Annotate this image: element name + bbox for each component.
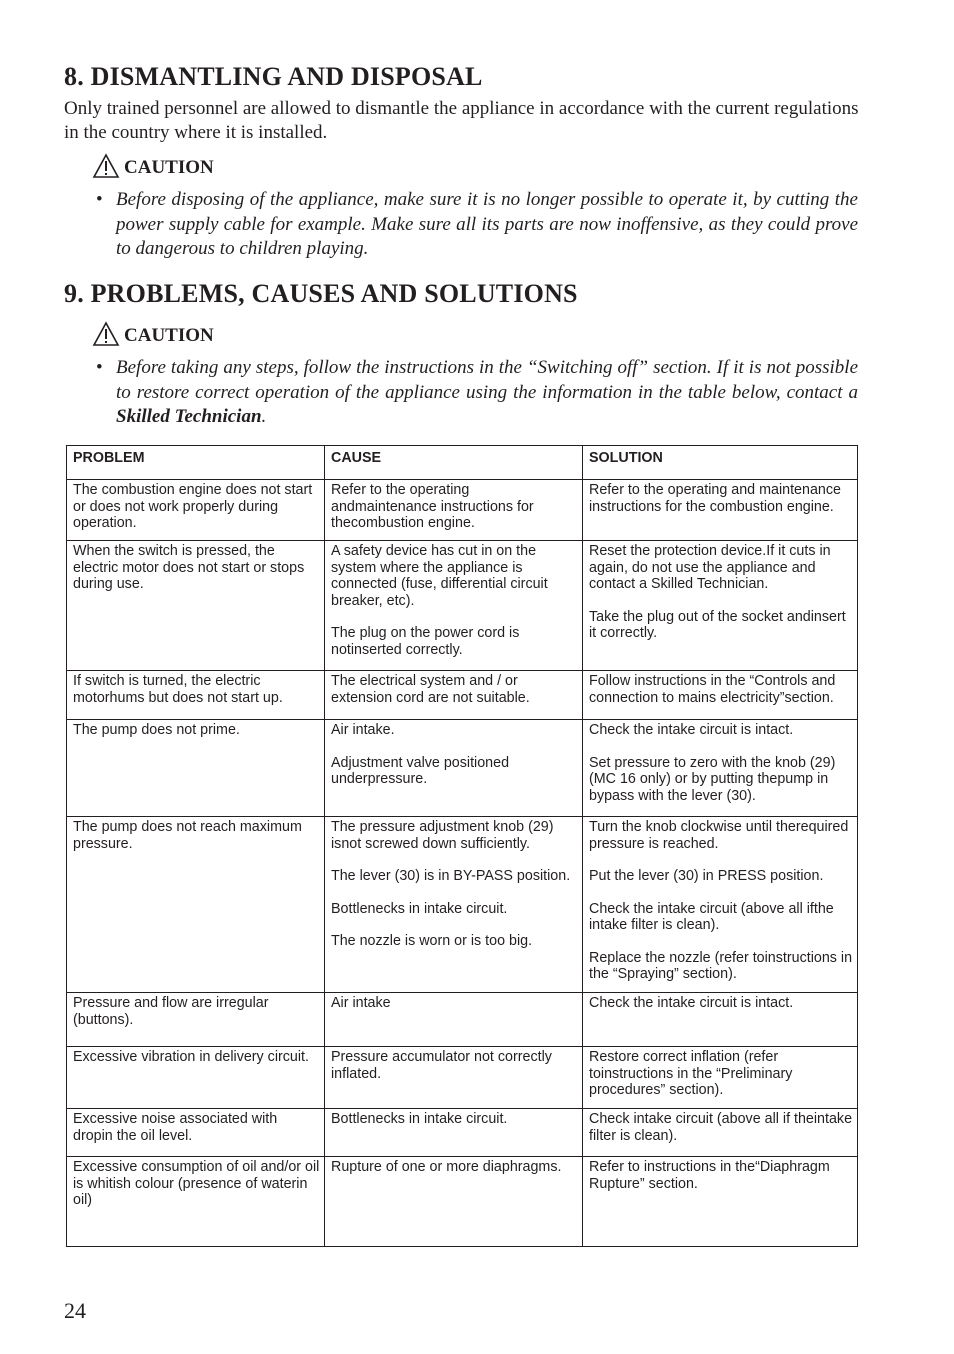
problem-cell	[67, 671, 325, 720]
solution-text: Restore correct inflation (refer toinstructions in the “Preliminary procedures” section).	[589, 1049, 793, 1098]
solution-cell	[583, 1109, 858, 1157]
solution-text: Put the lever (30) in PRESS position.	[589, 868, 824, 884]
cause-cell	[325, 993, 583, 1047]
table-header-row	[67, 446, 858, 480]
bullet-text-part: Before taking any steps, follow the instructions in the “Switching off” section. If it is not possible to restore correct operation of the appliance using the information in the table below, contact a	[116, 357, 858, 403]
solution-cell	[583, 671, 858, 720]
solution-text: Refer to instructions in the“Diaphragm Rupture” section.	[589, 1159, 830, 1192]
section-8-heading: 8. DISMANTLING AND DISPOSAL	[64, 62, 483, 91]
section-8-bullet-text: Before disposing of the appliance, make sure it is no longer possible to operate it, by cutting the power supply cable for example. Make sure all its parts are now inoffensive, as they could prove to dangerous to children playing.	[116, 189, 858, 259]
problem-cell	[67, 993, 325, 1047]
cause-text: Bottlenecks in intake circuit.	[331, 1111, 508, 1127]
problem-text: Excessive consumption of oil and/or oil is whitish colour (presence of waterin oil)	[73, 1159, 320, 1208]
solution-text: Reset the protection device.If it cuts in again, do not use the appliance and contact a Skilled Technician.	[589, 543, 831, 592]
table-row	[67, 720, 858, 817]
problem-cell	[67, 541, 325, 671]
solution-cell	[583, 1047, 858, 1109]
bullet-dot: •	[96, 357, 103, 378]
cause-cell	[325, 541, 583, 671]
problem-cell	[67, 720, 325, 817]
cause-text: Rupture of one or more diaphragms.	[331, 1159, 562, 1175]
solution-cell	[583, 993, 858, 1047]
solution-text: Check the intake circuit (above all ifthe intake filter is clean).	[589, 900, 834, 933]
problem-text: The combustion engine does not start or does not work properly during operation.	[73, 482, 313, 531]
cause-text: The electrical system and / or extension cord are not suitable.	[331, 673, 530, 706]
warning-triangle-icon	[92, 321, 120, 347]
problem-text: The pump does not reach maximum pressure.	[73, 819, 302, 852]
problem-text: Pressure and flow are irregular (buttons).	[73, 995, 269, 1028]
solution-text: Check the intake circuit is intact.	[589, 995, 794, 1011]
problem-cell	[67, 1109, 325, 1157]
cause-cell	[325, 817, 583, 993]
solution-text: Follow instructions in the “Controls and connection to mains electricity”section.	[589, 673, 836, 706]
table-body	[67, 480, 858, 1247]
caution-label-8	[92, 153, 214, 179]
solution-text: Take the plug out of the socket andinsert it correctly.	[589, 608, 846, 641]
table-row	[67, 993, 858, 1047]
cause-cell	[325, 1047, 583, 1109]
solution-text: Refer to the operating and maintenance instructions for the combustion engine.	[589, 482, 841, 515]
problems-table	[66, 445, 858, 1247]
section-9-bullet-text	[116, 356, 858, 430]
warning-triangle-icon	[92, 153, 120, 179]
problem-cell	[67, 1047, 325, 1109]
header-cause: CAUSE	[325, 446, 583, 480]
solution-cell	[583, 1157, 858, 1247]
cause-text: The nozzle is worn or is too big.	[331, 933, 533, 949]
caution-label-9	[92, 321, 214, 347]
cause-text: The plug on the power cord is notinserted correctly.	[331, 625, 520, 658]
problem-cell	[67, 480, 325, 541]
cause-cell	[325, 671, 583, 720]
problem-text: When the switch is pressed, the electric motor does not start or stops during use.	[73, 543, 305, 592]
solution-text: Turn the knob clockwise until therequired pressure is reached.	[589, 819, 849, 852]
bullet-text-end: .	[261, 406, 267, 427]
skilled-technician-emphasis: Skilled Technician	[116, 406, 262, 427]
cause-text: Refer to the operating andmaintenance instructions for thecombustion engine.	[331, 482, 534, 531]
cause-text: The lever (30) is in BY-PASS position.	[331, 868, 571, 884]
header-problem: PROBLEM	[67, 446, 325, 480]
problem-cell	[67, 817, 325, 993]
table-row	[67, 480, 858, 541]
solution-cell	[583, 720, 858, 817]
table-row	[67, 817, 858, 993]
cause-text: Adjustment valve positioned underpressure.	[331, 754, 510, 787]
cause-text: Bottlenecks in intake circuit.	[331, 900, 508, 917]
table-row	[67, 1047, 858, 1109]
cause-text: A safety device has cut in on the system where the appliance is connected (fuse, differential circuit breaker, etc).	[331, 543, 548, 609]
problem-text: Excessive noise associated with dropin the oil level.	[73, 1111, 278, 1144]
table-row	[67, 541, 858, 671]
problem-text: The pump does not prime.	[73, 722, 240, 738]
caution-text: CAUTION	[124, 157, 214, 178]
cause-text: Air intake.	[331, 722, 395, 738]
bullet-dot: •	[96, 189, 103, 210]
solution-cell	[583, 817, 858, 993]
cause-text: The pressure adjustment knob (29) isnot screwed down sufficiently.	[331, 819, 554, 852]
solution-text: Replace the nozzle (refer toinstructions in the “Spraying” section).	[589, 949, 853, 982]
table-row	[67, 671, 858, 720]
solution-cell	[583, 541, 858, 671]
cause-cell	[325, 1109, 583, 1157]
section-9-heading: 9. PROBLEMS, CAUSES AND SOLUTIONS	[64, 279, 578, 308]
solution-text: Set pressure to zero with the knob (29) (MC 16 only) or by putting thepump in bypass with the lever (30).	[589, 754, 836, 804]
solution-cell	[583, 480, 858, 541]
problem-text: Excessive vibration in delivery circuit.	[73, 1049, 309, 1065]
table-row	[67, 1157, 858, 1247]
solution-text: Check the intake circuit is intact.	[589, 722, 794, 738]
caution-text: CAUTION	[124, 325, 214, 346]
solution-text: Check intake circuit (above all if theintake filter is clean).	[589, 1111, 853, 1144]
cause-text: Pressure accumulator not correctly inflated.	[331, 1049, 552, 1082]
section-8-bullet	[96, 188, 858, 262]
problem-text: If switch is turned, the electric motorhums but does not start up.	[73, 673, 283, 706]
cause-cell	[325, 1157, 583, 1247]
header-solution: SOLUTION	[583, 446, 858, 480]
cause-cell	[325, 720, 583, 817]
table-row	[67, 1109, 858, 1157]
problem-cell	[67, 1157, 325, 1247]
page-number: 24	[64, 1298, 86, 1323]
cause-text: Air intake	[331, 995, 391, 1011]
section-9-bullet	[96, 356, 858, 430]
cause-cell	[325, 480, 583, 541]
section-8-intro: Only trained personnel are allowed to dismantle the appliance in accordance with the current regulations in the country where it is installed.	[64, 98, 859, 143]
